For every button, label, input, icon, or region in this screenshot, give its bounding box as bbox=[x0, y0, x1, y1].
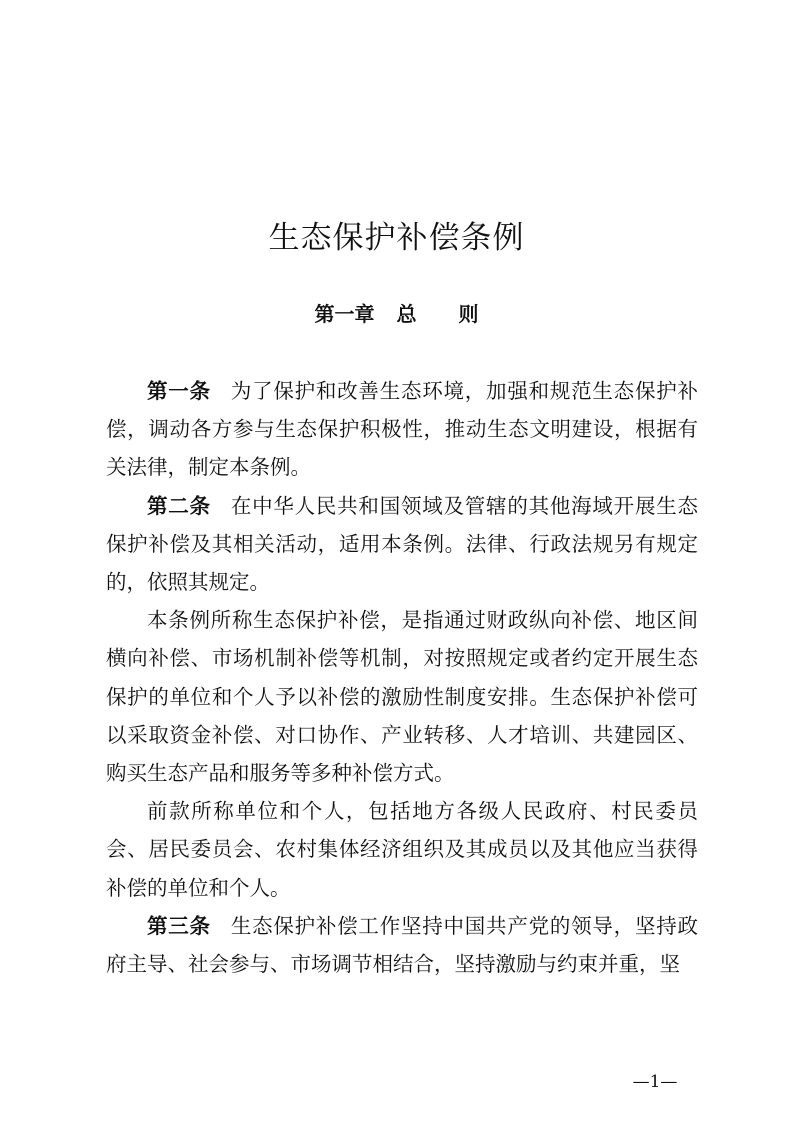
document-body bbox=[106, 372, 698, 983]
page-number: —1— bbox=[632, 1072, 678, 1092]
paragraph-text: 本条例所称生态保护补偿，是指通过财政纵向补偿、地区间横向补偿、市场机制补偿等机制，对按照规定或者约定开展生态保护的单位和个人予以补偿的激励性制度安排。生态保护补偿可以采取资金补偿、对口协作、产业转移、人才培训、共建园区、购买生态产品和服务等多种补偿方式。 bbox=[106, 608, 698, 786]
article-2-paragraph bbox=[106, 487, 698, 602]
chapter-name-part1: 总 bbox=[396, 302, 417, 326]
article-2-definition-paragraph bbox=[106, 601, 698, 792]
paragraph-text: 在中华人民共和国领域及管辖的其他海域开展生态保护补偿及其相关活动，适用本条例。法律、行政法规另有规定的，依照其规定。 bbox=[106, 493, 698, 595]
article-2-scope-paragraph bbox=[106, 792, 698, 907]
article-number: 第二条 bbox=[147, 493, 211, 518]
article-number: 第一条 bbox=[147, 379, 211, 403]
paragraph-text: 前款所称单位和个人，包括地方各级人民政府、村民委员会、居民委员会、农村集体经济组织及其成员以及其他应当获得补偿的单位和个人。 bbox=[106, 799, 698, 900]
paragraph-text: 为了保护和改善生态环境，加强和规范生态保护补偿，调动各方参与生态保护积极性，推动生态文明建设，根据有关法律，制定本条例。 bbox=[106, 379, 698, 480]
paragraph-text: 生态保护补偿工作坚持中国共产党的领导，坚持政府主导、社会参与、市场调节相结合，坚持激励与约束并重，坚 bbox=[106, 913, 698, 977]
document-title: 生态保护补偿条例 bbox=[268, 220, 525, 256]
article-1-paragraph bbox=[106, 372, 698, 487]
article-3-paragraph bbox=[106, 907, 698, 983]
chapter-number: 第一章 bbox=[314, 302, 375, 326]
chapter-name-part2: 则 bbox=[458, 302, 479, 326]
article-number: 第三条 bbox=[147, 913, 211, 938]
chapter-heading bbox=[0, 296, 793, 332]
